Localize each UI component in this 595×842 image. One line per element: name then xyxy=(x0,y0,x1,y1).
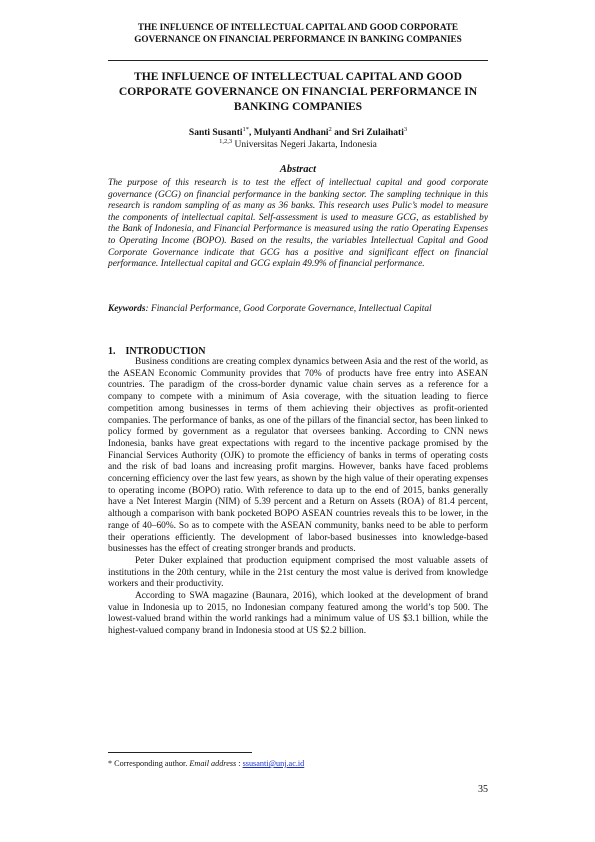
email-link[interactable]: ssusanti@unj.ac.id xyxy=(242,759,305,768)
footnote-prefix: * Corresponding author. xyxy=(108,759,190,768)
keywords-label: Keywords xyxy=(108,304,146,314)
affiliation-text: Universitas Negeri Jakarta, Indonesia xyxy=(232,140,377,151)
section-title: INTRODUCTION xyxy=(125,346,206,357)
keywords xyxy=(108,304,488,316)
author-sep-2: and xyxy=(331,128,352,139)
body-text xyxy=(108,357,488,638)
author-2: Mulyanti Andhani xyxy=(253,128,329,139)
running-header xyxy=(108,22,488,45)
author-2-sup: 2 xyxy=(328,126,332,133)
author-3-sup: 3 xyxy=(403,126,408,133)
paragraph: According to SWA magazine (Baunara, 2016), which looked at the development of brand value in Indonesia up to 2015, no Indonesian company featured among the world’s top 500. The lowest-valued brand within the world rankings had a minimum value of US $3.1 billion, while the highest-valued company brand in Indonesia stood at US $2.2 billion. xyxy=(108,591,488,637)
running-header-line-1: THE INFLUENCE OF INTELLECTUAL CAPITAL AND GOOD CORPORATE xyxy=(137,22,459,32)
author-1-sup: 1* xyxy=(242,126,250,133)
footnote-sep: : xyxy=(236,759,243,768)
footnote-divider xyxy=(108,752,252,753)
abstract-text: The purpose of this research is to test the effect of intellectual capital and good corporate governance (GCG) on financial performance in the banking sector. The sampling technique in this research is random sampling of as many as 36 banks. This research uses Pulic’s model to measure the components of intellectual capital. Self-assessment is used to measure GCG, as established by the Bank of Indonesia, and Financial Performance is measured using the ratio Operating Expenses to Operating Income (BOPO). Based on the results, the variables Intellectual Capital and Good Corporate Governance indicate that GCG has a positive and significant effect on financial performance. Intellectual capital and GCG explain 49.9% of financial performance. xyxy=(108,178,488,270)
section-number: 1. xyxy=(108,346,116,357)
author-sep-1: , xyxy=(249,128,254,139)
footnote xyxy=(108,759,488,768)
author-1: Santi Susanti xyxy=(188,128,243,139)
running-header-line-2: GOVERNANCE ON FINANCIAL PERFORMANCE IN BANKING COMPANIES xyxy=(134,33,462,44)
paragraph: Business conditions are creating complex dynamics between Asia and the rest of the world, as the ASEAN Economic Community provides that 70% of products have free entry into ASEAN countries. The paradigm of the cross-border dynamic value chain serves as a reference for a company to compete with a minimum of Asia coverage, with the situation leading to fierce competition among businesses in terms of them achieving their objectives as profit-oriented companies. The performance of banks, as one of the pillars of the financial sector, has been linked to policy formed by government as a regulator that oversees banking. According to CNN news Indonesia, banks have great expectations with regard to the incentive package promised by the Financial Services Authority (OJK) to promote the efficiency of banks in terms of operating costs and the risk of bad loans and increasing profit margins. However, banks have faced problems concerning efficiency over the last few years, as shown by the high value of their operating expenses to operating income (BOPO) ratio. With reference to data up to the end of 2015, banks generally have a Net Interest Margin (NIM) of 5.39 percent and a Return on Assets (ROA) of 81.4 percent, although a comparison with bank pocketed BOPO ASEAN countries reveals this to be lower, in the range of 40–60%. So as to compete with the ASEAN community, banks need to be able to perform their operations efficiently. The development of labor-based businesses into knowledge-based businesses has the effect of creating stronger brands and products. xyxy=(108,357,488,555)
paragraph: Peter Duker explained that production equipment comprised the most valuable assets of institutions in the 20th century, while in the 21st century the most value is derived from knowledge workers and their productivity. xyxy=(108,555,488,590)
abstract-heading: Abstract xyxy=(279,164,317,175)
affiliation xyxy=(108,136,488,151)
keywords-text: : Financial Performance, Good Corporate Governance, Intellectual Capital xyxy=(145,304,432,314)
paper-title: THE INFLUENCE OF INTELLECTUAL CAPITAL AND GOOD CORPORATE GOVERNANCE ON FINANCIAL PERFORMANCE IN BANKING COMPANIES xyxy=(118,70,478,113)
footnote-label: Email address xyxy=(189,759,237,768)
author-3: Sri Zulaihati xyxy=(351,128,404,139)
section-heading xyxy=(108,346,488,357)
page-number: 35 xyxy=(478,784,488,795)
header-divider xyxy=(108,60,488,61)
affiliation-sup: 1,2,3 xyxy=(219,138,233,145)
